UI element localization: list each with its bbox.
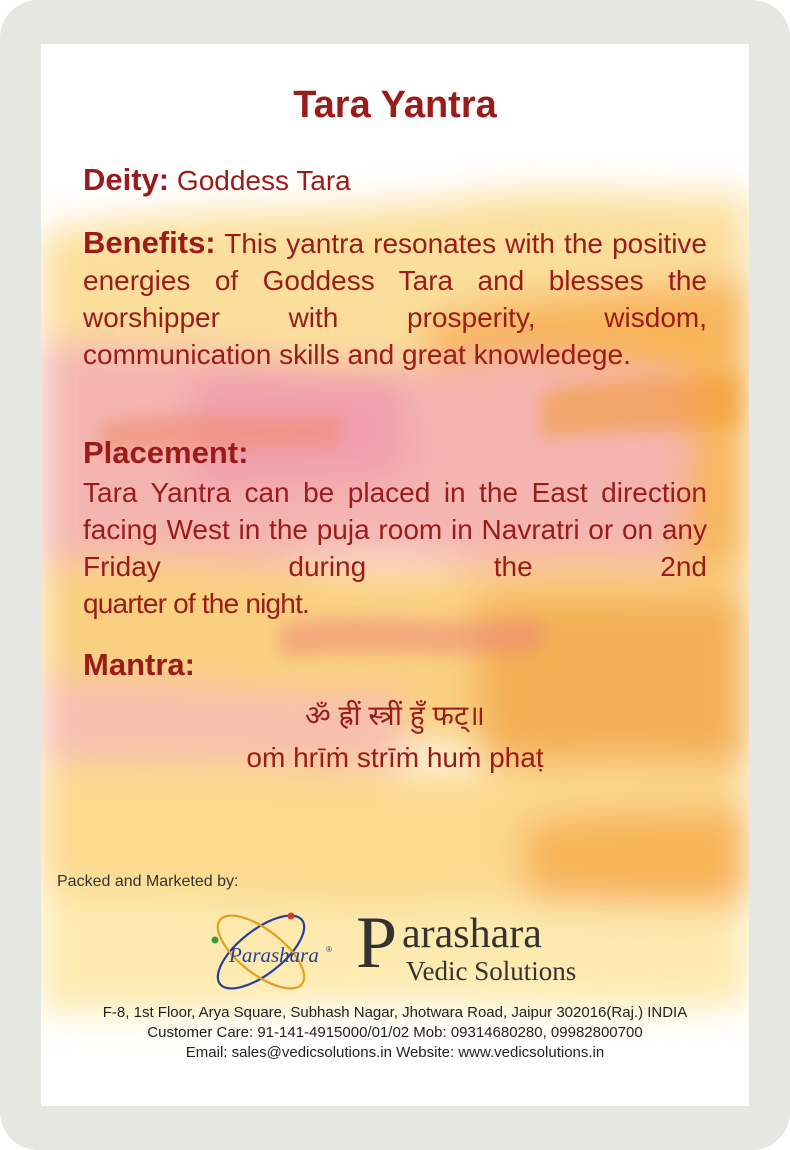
placement-text: Tara Yantra can be placed in the East direction facing West in the puja room in Navratri or on any Friday during the 2nd	[83, 477, 707, 582]
deity-label: Deity:	[83, 162, 170, 197]
deity-section	[83, 161, 707, 199]
footer-contact: Email: sales@vedicsolutions.in Website: www.vedicsolutions.in	[185, 1044, 605, 1061]
deity-value: Goddess Tara	[176, 165, 351, 196]
packed-by-label: Packed and Marketed by:	[57, 873, 239, 890]
brand-subtitle: Vedic Solutions	[406, 956, 577, 986]
benefits-text: This yantra resonates with the positive energies of Goddess Tara and blesses the worshipper with prosperity, wisdom, communication skills and great knowledege.	[83, 228, 708, 370]
page-title: Tara Yantra	[293, 84, 497, 126]
benefits-section	[83, 224, 707, 373]
info-card	[41, 44, 749, 1106]
registered-mark: ®	[326, 945, 332, 954]
placement-section	[83, 474, 707, 622]
brand-name-rest: arashara	[402, 911, 542, 957]
footer-customer-care: Customer Care: 91-141-4915000/01/02 Mob: 09314680280, 09982800700	[147, 1024, 643, 1041]
placement-label: Placement:	[83, 435, 249, 470]
mantra-transliteration: oṁ hrīṁ strīṁ huṁ phaṭ	[246, 742, 544, 773]
placement-text-end: quarter of the night.	[83, 588, 310, 619]
placement-section-heading	[83, 434, 707, 472]
benefits-label: Benefits:	[83, 225, 216, 260]
mantra-devanagari: ॐ ह्रीं स्त्रीं हुँ फट्॥	[305, 700, 485, 731]
brand-wordmark	[356, 902, 656, 996]
parashara-logo	[199, 902, 339, 998]
mantra-section-heading	[83, 646, 707, 684]
card-content	[41, 44, 749, 1106]
brand-initial: P	[356, 902, 398, 984]
footer-address: F-8, 1st Floor, Arya Square, Subhash Nagar, Jhotwara Road, Jaipur 302016(Raj.) INDIA	[102, 1004, 688, 1021]
logo-text: Parashara	[229, 943, 319, 967]
mantra-label: Mantra:	[83, 647, 195, 682]
